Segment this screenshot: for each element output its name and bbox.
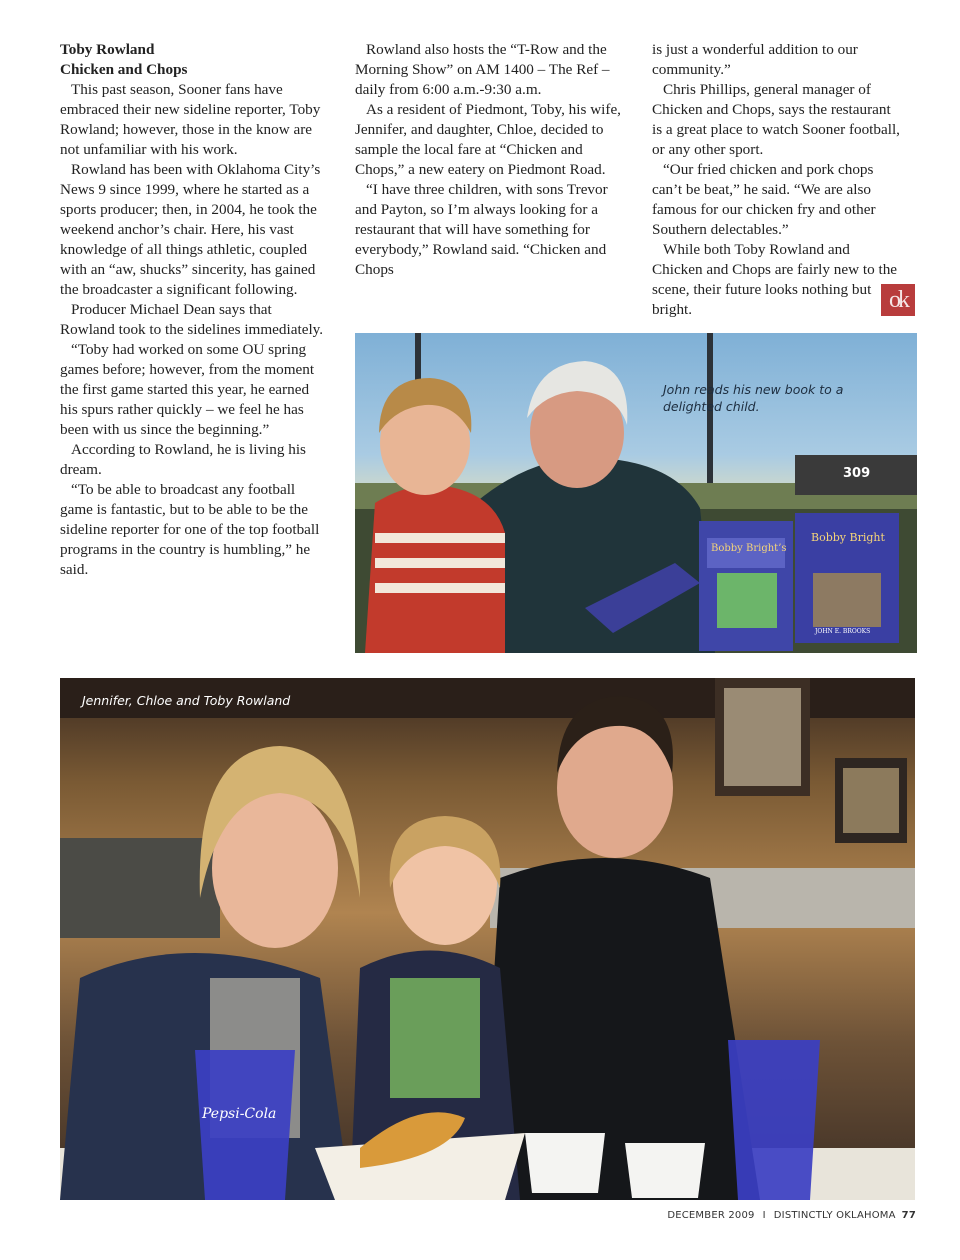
booth-number: 309	[843, 466, 871, 481]
book-title-1: Bobby Bright’s	[711, 543, 787, 554]
paragraph: Rowland also hosts the “T-Row and the Morning Show” on AM 1400 – The Ref – daily from 6:00 a.m.-9:30 a.m.	[355, 41, 610, 98]
paragraph: “Toby had worked on some OU spring games before; however, from the moment the first game started this year, he earned his spurs rather quickly – we feel he has been with us since the beginning.”	[60, 341, 315, 438]
photo-family-illustration	[60, 678, 915, 1200]
paragraph: Chris Phillips, general manager of Chicken and Chops, says the restaurant is a great place to watch Sooner football, or any other sport.	[652, 81, 900, 158]
article-heading-name: Toby Rowland	[60, 41, 155, 58]
page-footer	[667, 1210, 916, 1221]
paragraph: is just a wonderful addition to our community.”	[652, 41, 858, 78]
article-heading-restaurant: Chicken and Chops	[60, 61, 188, 78]
paragraph: While both Toby Rowland and Chicken and Chops are fairly new to the scene, their future looks nothing but bright.	[652, 241, 898, 318]
paragraph: This past season, Sooner fans have embraced their new sideline reporter, Toby Rowland; however, those in the know are not unfamiliar with his work.	[60, 81, 321, 158]
photo-book-reading	[355, 333, 917, 653]
article-column-3	[652, 40, 902, 320]
paragraph: “Our fried chicken and pork chops can’t be beat,” he said. “We are also famous for our chicken fry and other Southern delectables.”	[652, 161, 876, 238]
end-mark-logo: ok	[881, 284, 915, 316]
page-number: 77	[901, 1210, 916, 1221]
book-title-2: Bobby Bright	[811, 531, 885, 544]
paragraph: Producer Michael Dean says that Rowland took to the sidelines immediately.	[60, 301, 324, 338]
cup-logo: Pepsi-Cola	[202, 1106, 277, 1122]
article-column-2	[355, 40, 627, 280]
paragraph: As a resident of Piedmont, Toby, his wife, Jennifer, and daughter, Chloe, decided to sample the local fare at “Chicken and Chops,” a new eatery on Piedmont Road.	[355, 101, 621, 178]
book-author: JOHN E. BROOKS	[815, 628, 871, 635]
photo-caption: John reads his new book to a delighted child.	[663, 382, 844, 414]
paragraph: “To be able to broadcast any football game is fantastic, but to be able to be the sideline reporter for one of the top football programs in the country is humbling,” he said.	[60, 481, 320, 578]
article-column-1	[60, 40, 324, 580]
issue-date: DECEMBER 2009	[667, 1210, 755, 1221]
paragraph: “I have three children, with sons Trevor and Payton, so I’m always looking for a restaurant that will have something for everybody,” Rowland said. “Chicken and Chops	[355, 181, 608, 278]
footer-separator: I	[762, 1210, 766, 1221]
paragraph: Rowland has been with Oklahoma City’s News 9 since 1999, where he started as a sports producer; then, in 2004, he took the weekend anchor’s chair. Here, his vast knowledge of all things athletic, coupled with an “aw, shucks” sincerity, has gained the broadcaster a significant following.	[60, 161, 321, 298]
photo-caption: Jennifer, Chloe and Toby Rowland	[82, 693, 291, 708]
photo-family	[60, 678, 915, 1200]
paragraph: According to Rowland, he is living his dream.	[60, 441, 306, 478]
publication-name: DISTINCTLY OKLAHOMA	[773, 1210, 896, 1221]
